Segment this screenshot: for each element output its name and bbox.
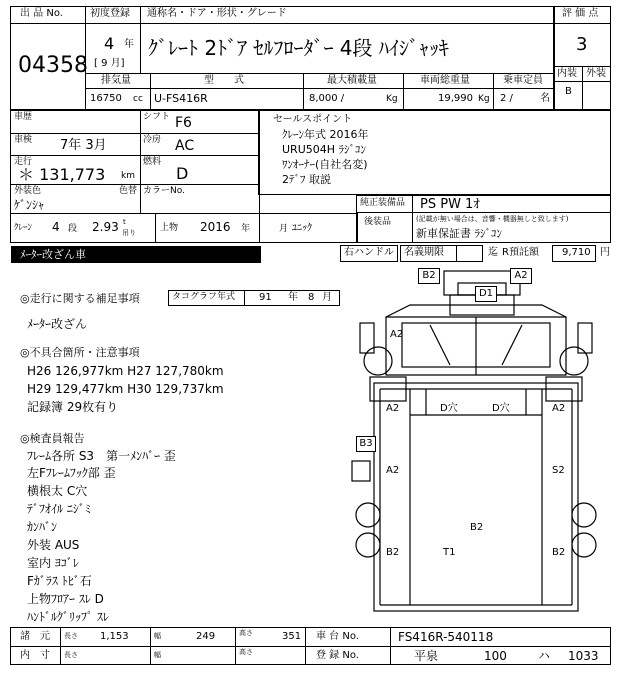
- vehicle-name-label: 通称名・ドア・形状・グレード: [147, 8, 287, 19]
- total-weight-value: 19,990: [438, 93, 473, 104]
- damage-label: B2: [552, 547, 566, 558]
- inner-length-label: 長さ: [64, 651, 78, 659]
- inspector-report-title: ◎検査員報告: [20, 432, 85, 445]
- length-label: 長さ: [64, 632, 78, 640]
- inspector-report-line: ﾌﾚｰﾑ各所 S3 第一ﾒﾝﾊﾞｰ 歪: [27, 449, 176, 463]
- crane-ton-unit: t: [123, 218, 126, 226]
- lot-number-label: 出 品 No.: [20, 8, 63, 19]
- height-value: 351: [282, 631, 302, 642]
- sales-point-line: 2ﾃﾞﾌ 取説: [282, 173, 331, 186]
- shift-value: F6: [175, 115, 192, 131]
- interior-grade-value: B: [565, 86, 572, 97]
- damage-label: B2: [386, 547, 400, 558]
- rack-year: 2016: [200, 220, 231, 234]
- mileage-unit: km: [121, 171, 135, 181]
- aftermarket-value: 新車保証書 ﾗｼﾞｺﾝ: [416, 227, 502, 240]
- color-change-label: 色替: [119, 186, 138, 196]
- damage-label: D1: [475, 286, 497, 302]
- tachograph-month-unit: 月: [322, 292, 332, 303]
- inspector-report-line: ｶﾝﾊﾞﾝ: [27, 520, 58, 534]
- damage-label: A2: [386, 403, 400, 414]
- damage-label: A2: [386, 465, 400, 476]
- registration-label: 登 録 No.: [316, 650, 359, 661]
- damage-label: A2: [390, 329, 404, 340]
- first-registration-month: [ 9 月]: [94, 58, 125, 69]
- exterior-color-label: 外装色: [14, 186, 42, 196]
- capacity-unit: 名: [540, 93, 550, 104]
- defect-note-line: 記録簿 29枚有り: [27, 400, 119, 414]
- crane-label: ｸﾚｰﾝ: [14, 223, 33, 233]
- inspector-report-line: Fｶﾞﾗｽ ﾄﾋﾞ石: [27, 574, 92, 588]
- steering-value: 右ハンドル: [344, 247, 394, 258]
- width-label: 幅: [154, 632, 161, 640]
- first-registration-label: 初度登録: [90, 8, 130, 19]
- damage-label: A2: [552, 403, 566, 414]
- grade-value: 3: [576, 34, 588, 55]
- inner-width-label: 幅: [154, 651, 161, 659]
- damage-label: B2: [470, 522, 484, 533]
- damage-label: B2: [418, 268, 440, 284]
- width-value: 249: [196, 631, 216, 642]
- inspection-value: 7年 3月: [60, 138, 107, 153]
- inner-dimensions-label: 内 寸: [20, 650, 50, 661]
- chassis-label: 車 台 No.: [316, 631, 359, 642]
- grade-label: 評 価 点: [562, 8, 599, 19]
- damage-label: D穴: [492, 403, 510, 414]
- tachograph-month: 8: [308, 292, 315, 303]
- r-deposit-label: R預託額: [502, 247, 539, 258]
- mileage-value: ＊ 131,773: [18, 165, 106, 184]
- registration-kana: ハ: [538, 649, 551, 663]
- sales-points-label: セールスポイント: [273, 114, 353, 125]
- damage-label: D穴: [440, 403, 458, 414]
- crane-hang-label: 吊り: [122, 229, 136, 237]
- dimensions-label: 諸 元: [20, 631, 50, 642]
- displacement-unit: cc: [133, 94, 143, 104]
- capacity-value: 2 /: [500, 93, 513, 104]
- model-label: 型 式: [204, 75, 244, 86]
- crane-stage: 4: [52, 220, 60, 234]
- history-label: 車歴: [14, 112, 33, 122]
- inner-height-label: 高さ: [239, 648, 253, 656]
- max-load-label: 最大積載量: [327, 75, 377, 86]
- tachograph-year: 91: [259, 292, 272, 303]
- total-weight-unit: Kg: [478, 94, 490, 104]
- exterior-color-value: ｹﾞﾝｼｬ: [14, 198, 45, 212]
- ac-label: 冷房: [143, 135, 162, 145]
- rack-label: 上物: [160, 223, 179, 233]
- interior-grade-label: 内装: [557, 68, 577, 79]
- capacity-label: 乗車定員: [503, 75, 543, 86]
- first-registration-year: 4: [104, 34, 115, 53]
- driving-notes-title: ◎走行に関する補足事項: [20, 292, 140, 305]
- shift-label: シフト: [143, 112, 171, 122]
- exterior-grade-label: 外装: [586, 68, 606, 79]
- warning-banner-text: ﾒｰﾀｰ改ざん車: [20, 248, 86, 261]
- inspector-report-line: 外装 AUS: [27, 538, 80, 552]
- max-load-value: 8,000 /: [309, 93, 345, 104]
- lot-number: 04358: [18, 53, 88, 78]
- max-load-unit: Kg: [386, 94, 398, 104]
- inspector-report-line: 上物ﾌﾛｱｰ ｽﾚ D: [27, 592, 104, 606]
- registration-class: 100: [484, 649, 507, 663]
- inspector-report-line: ﾊﾝﾄﾞﾙｸﾞﾘｯﾌﾟ ｽﾚ: [27, 610, 109, 624]
- model-value: U-FS416R: [154, 92, 208, 105]
- inspector-report-line: ﾃﾞﾌｵｲﾙ ﾆｼﾞﾐ: [27, 502, 91, 516]
- distance-label: 迄: [488, 247, 498, 258]
- genuine-equipment-label: 純正装備品: [360, 198, 406, 208]
- sales-point-line: ﾜﾝｵｰﾅｰ(自社名変): [282, 158, 368, 171]
- chassis-value: FS416R-540118: [398, 630, 494, 644]
- rack-maker: ﾕﾆｯｸ: [292, 223, 312, 234]
- rack-year-unit: 年: [241, 224, 251, 234]
- height-label: 高さ: [239, 629, 253, 637]
- inspector-report-line: 横根太 C穴: [27, 484, 88, 498]
- displacement-value: 16750: [90, 93, 122, 104]
- fuel-label: 燃料: [143, 157, 162, 167]
- aftermarket-note: (記載が無い場合は、音響・機器無しと致します): [416, 215, 569, 223]
- damage-label: T1: [443, 547, 456, 558]
- fuel-value: D: [176, 164, 189, 183]
- first-registration-year-unit: 年: [124, 39, 134, 50]
- tachograph-year-unit: 年: [288, 292, 298, 303]
- genuine-equipment-value: PS PW 1ｵ: [420, 197, 480, 212]
- aftermarket-label: 後装品: [364, 217, 392, 227]
- defect-note-line: H26 126,977km H27 127,780km: [27, 364, 224, 378]
- sales-point-line: URU504H ﾗｼﾞｺﾝ: [282, 143, 367, 156]
- mileage-label: 走行: [14, 157, 33, 167]
- inspector-report-line: 室内 ﾖｺﾞﾚ: [27, 556, 79, 570]
- registration-number: 1033: [568, 649, 599, 663]
- total-weight-label: 車両総重量: [420, 75, 470, 86]
- tachograph-label: タコグラフ年式: [172, 292, 236, 302]
- rack-month-unit: 月: [279, 224, 289, 234]
- registration-area: 平泉: [414, 649, 439, 663]
- inspector-report-line: 左Fﾌﾚｰﾑﾌｯｸ部 歪: [27, 466, 116, 480]
- damage-label: B3: [356, 436, 376, 452]
- truck-diagram: [340, 265, 612, 625]
- r-deposit-unit: 円: [600, 247, 610, 258]
- color-number-label: カラーNo.: [143, 186, 185, 196]
- crane-ton: 2.93: [92, 220, 119, 234]
- ac-value: AC: [175, 138, 195, 154]
- name-change-label: 名義期限: [404, 247, 444, 258]
- sales-point-line: ｸﾚｰﾝ年式 2016年: [282, 128, 369, 141]
- crane-stage-unit: 段: [68, 224, 78, 234]
- driving-note-line: ﾒｰﾀｰ改ざん: [27, 317, 88, 331]
- vehicle-title: ｸﾞﾚｰﾄ 2ﾄﾞｱ ｾﾙﾌﾛｰﾀﾞｰ 4段 ﾊｲｼﾞｬｯｷ: [148, 36, 449, 60]
- inspection-label: 車検: [14, 135, 33, 145]
- displacement-label: 排気量: [101, 75, 131, 86]
- length-value: 1,153: [100, 631, 129, 642]
- defect-notes-title: ◎不具合箇所・注意事項: [20, 346, 140, 359]
- defect-note-line: H29 129,477km H30 129,737km: [27, 382, 224, 396]
- r-deposit-value: 9,710: [562, 247, 591, 258]
- damage-label: A2: [510, 268, 532, 284]
- damage-label: S2: [552, 465, 565, 476]
